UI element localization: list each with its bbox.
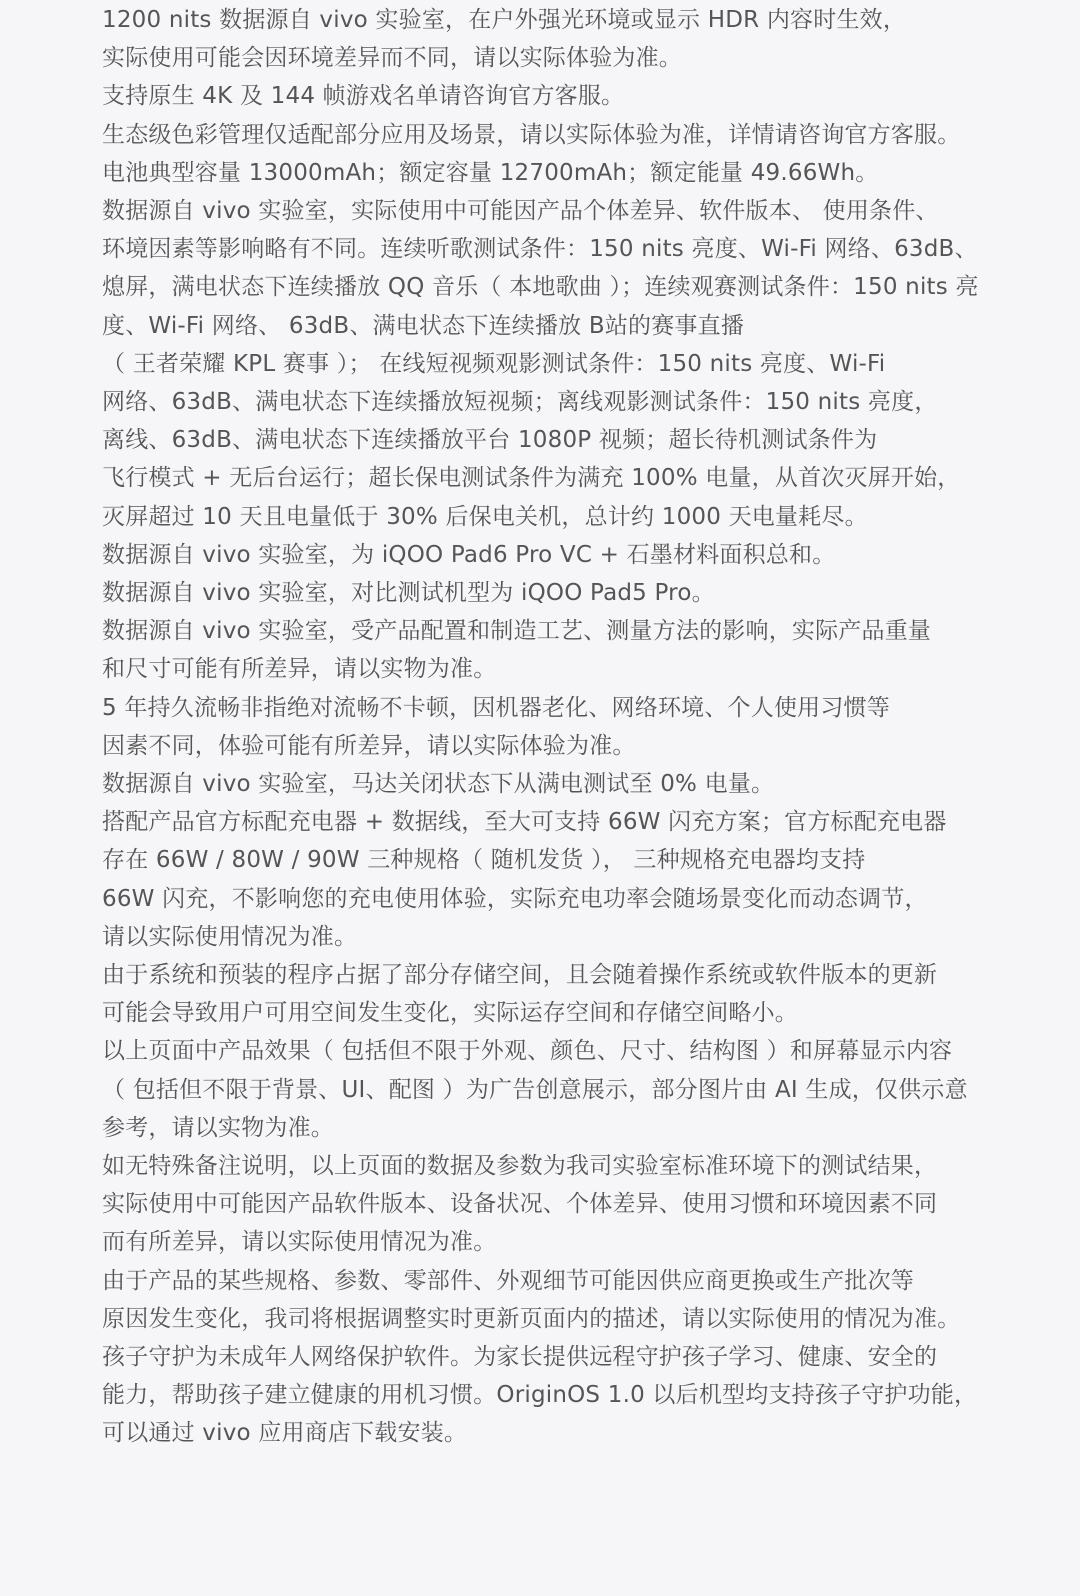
footnote-text: 如无特殊备注说明，以上页面的数据及参数为我司实验室标准环境下的测试结果， (102, 1153, 938, 1179)
footnote-text: 由于系统和预装的程序占据了部分存储空间，且会随着操作系统或软件版本的更新 (102, 962, 938, 988)
footnote-text: 孩子守护为未成年人网络保护软件。为家长提供远程守护孩子学习、健康、安全的 (102, 1344, 938, 1370)
footnote-text: 支持原生 4K 及 144 帧游戏名单请咨询官方客服。 (102, 83, 625, 110)
footnote-text: 请以实际使用情况为准。 (102, 923, 358, 950)
footnote-text: 网络、63dB、满电状态下连续播放短视频；离线观影测试条件：150 nits 亮度， (102, 389, 938, 415)
footnote-text: 飞行模式 + 无后台运行；超长保电测试条件为满充 100% 电量，从首次灭屏开始， (102, 465, 961, 492)
footnote-text: 5 年持久流畅非指绝对流畅不卡顿，因机器老化、网络环境、个人使用习惯等 (102, 694, 890, 721)
footnote-text: （ 王者荣耀 KPL 赛事 ）； 在线短视频观影测试条件：150 nits 亮度、Wi-Fi (102, 350, 886, 377)
footnote-text: 数据源自 vivo 实验室，为 iQOO Pad6 Pro VC + 石墨材料面积总和。 (102, 541, 836, 568)
footnote-text: 以上页面中产品效果（ 包括但不限于外观、颜色、尺寸、结构图 ）和屏幕显示内容 (102, 1038, 953, 1065)
footnote-text: 和尺寸可能有所差异，请以实物为准。 (102, 656, 497, 683)
footnote-text: 灭屏超过 10 天且电量低于 30% 后保电关机，总计约 1000 天电量耗尽。 (102, 503, 868, 530)
footnote-text: 度、Wi-Fi 网络、 63dB、满电状态下连续播放 B站的赛事直播 (102, 312, 745, 339)
footnote-text: 数据源自 vivo 实验室，马达关闭状态下从满电测试至 0% 电量。 (102, 771, 775, 797)
footnote-text: 能力，帮助孩子建立健康的用机习惯。OriginOS 1.0 以后机型均支持孩子守护功能， (102, 1382, 978, 1409)
footnote-text: 环境因素等影响略有不同。连续听歌测试条件：150 nits 亮度、Wi-Fi 网络、63dB、 (102, 236, 978, 263)
footnote-text: 数据源自 vivo 实验室，受产品配置和制造工艺、测量方法的影响，实际产品重量 (102, 618, 932, 645)
footnote-text: 因素不同，体验可能有所差异，请以实际体验为准。 (102, 732, 636, 759)
footnote-text: 存在 66W / 80W / 90W 三种规格（ 随机发货 ）， 三种规格充电器均支持 (102, 847, 866, 874)
footnote-text: 可以通过 vivo 应用商店下载安装。 (102, 1420, 468, 1447)
footnote-text: （ 包括但不限于背景、UI、配图 ）为广告创意展示，部分图片由 AI 生成，仅供示意 (102, 1076, 968, 1103)
footnote-text: 数据源自 vivo 实验室，实际使用中可能因产品个体差异、软件版本、 使用条件、 (102, 198, 939, 224)
footnote-text: 实际使用中可能因产品软件版本、设备状况、个体差异、使用习惯和环境因素不同 (102, 1191, 938, 1218)
footnote-text: 66W 闪充，不影响您的充电使用体验，实际充电功率会随场景变化而动态调节， (102, 885, 928, 912)
footnote-text: 离线、63dB、满电状态下连续播放平台 1080P 视频；超长待机测试条件为 (102, 427, 878, 454)
footnote-text: 参考，请以实物为准。 (102, 1114, 334, 1141)
footnote-text: 1200 nits 数据源自 vivo 实验室，在户外强光环境或显示 HDR 内容时生效， (102, 7, 907, 33)
footnote-text: 实际使用可能会因环境差异而不同，请以实际体验为准。 (102, 45, 682, 72)
footnote-text: 搭配产品官方标配充电器 + 数据线，至大可支持 66W 闪充方案；官方标配充电器 (102, 809, 947, 836)
footnote-text: 而有所差异，请以实际使用情况为准。 (102, 1229, 497, 1256)
footnote-text: 电池典型容量 13000mAh；额定容量 12700mAh；额定能量 49.66Wh。 (102, 159, 879, 186)
footnote-text: 由于产品的某些规格、参数、零部件、外观细节可能因供应商更换或生产批次等 (102, 1267, 914, 1294)
footnote-text: 可能会导致用户可用空间发生变化，实际运存空间和存储空间略小。 (102, 1000, 798, 1027)
footnote-text: 数据源自 vivo 实验室，对比测试机型为 iQOO Pad5 Pro。 (102, 580, 715, 606)
footnote-text: 原因发生变化，我司将根据调整实时更新页面内的描述，请以实际使用的情况为准。 (102, 1305, 961, 1332)
footnote-text: 熄屏，满电状态下连续播放 QQ 音乐（ 本地歌曲 ）；连续观赛测试条件：150 nits 亮 (102, 274, 979, 301)
footnote-text: 生态级色彩管理仅适配部分应用及场景，请以实际体验为准，详情请咨询官方客服。 (102, 121, 961, 148)
